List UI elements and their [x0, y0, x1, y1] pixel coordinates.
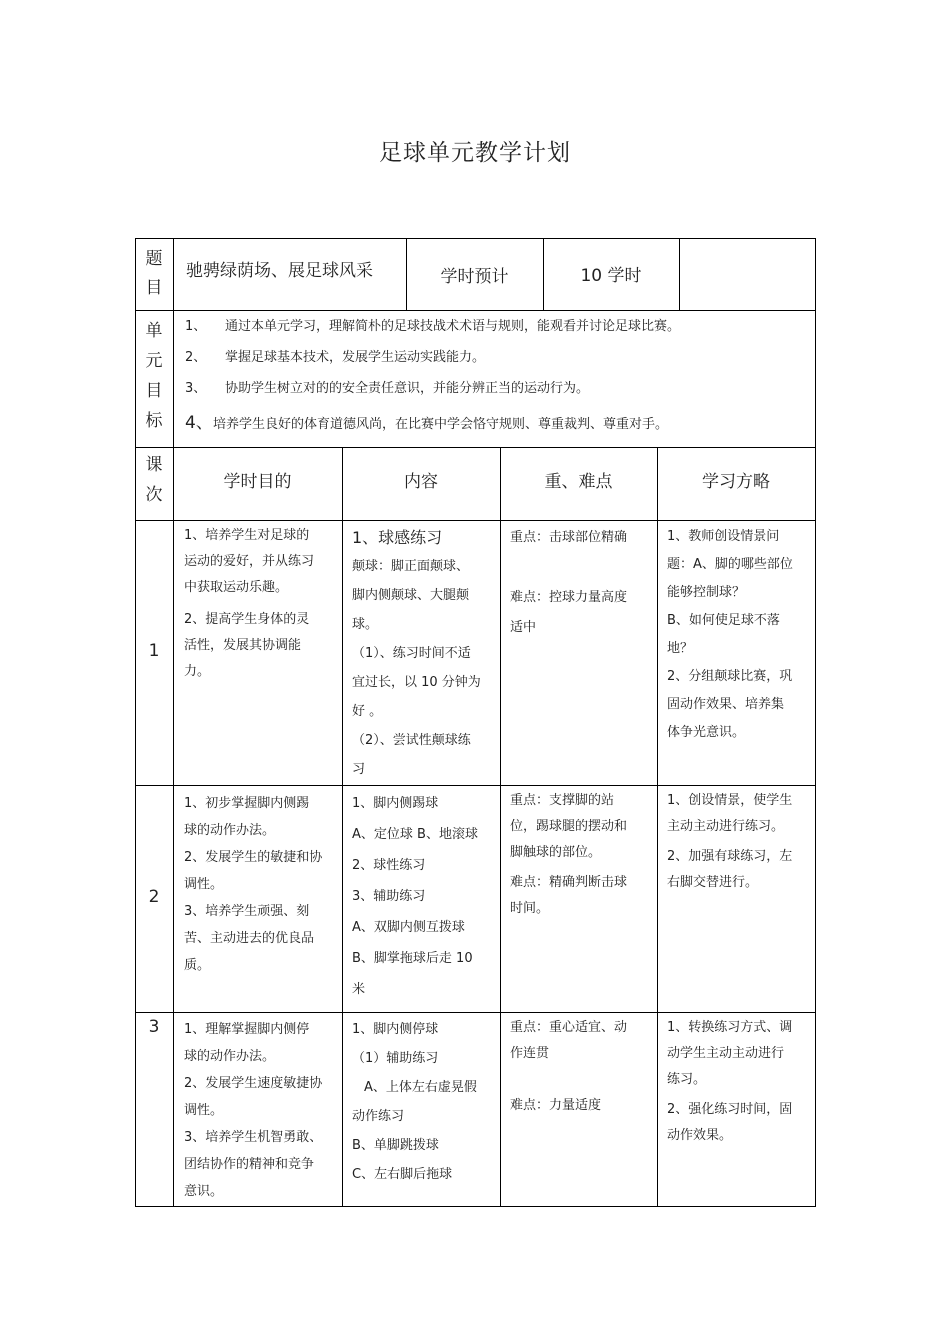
hours-value: 10 学时: [580, 266, 642, 286]
goals-label: 单 元 目 标: [145, 321, 163, 431]
purpose-column-header: 学时目的: [223, 472, 292, 492]
lesson-strategy: 1、创设情景，使学生 主动主动进行练习。 2、加强有球练习，左 右脚交替进行。: [667, 793, 793, 890]
lesson-key-points: 重点：重心适宜、动 作连贯 难点：力量适度: [510, 1020, 628, 1113]
document-title: 足球单元教学计划: [379, 140, 571, 166]
goals-list: [185, 315, 680, 439]
lesson-purpose: 1、理解掌握脚内侧停 球的动作办法。 2、发展学生速度敏捷协 调性。 3、培养学生机智勇敢、 团结协作的精神和竞争 意识。: [184, 1022, 323, 1199]
topic-text: 驰骋绿荫场、展足球风采: [186, 261, 373, 281]
goal-item: 1、 通过本单元学习，理解简朴的足球技战术术语与规则，能观看并讨论足球比赛。: [185, 319, 681, 334]
lesson-content: 1、球感练习 颠球：脚正面颠球、 脚内侧颠球、大腿颠 球。 （1）、练习时间不适 宜过长，以 10 分钟为 好 。 （2）、尝试性颠球练 习: [352, 528, 481, 777]
lesson-number: 3: [148, 1017, 160, 1037]
lesson-purpose: 1、培养学生对足球的 运动的爱好，并从练习 中获取运动乐趣。 2、提高学生身体的灵 活性，发展其协调能 力。: [184, 528, 315, 679]
lesson-purpose: 1、初步掌握脚内侧踢 球的动作办法。 2、发展学生的敏捷和协 调性。 3、培养学生顽强、刻 苦、主动进去的优良品 质。: [184, 796, 323, 973]
goal-item: 4、培养学生良好的体育道德风尚，在比赛中学会恪守规则、尊重裁判、尊重对手。: [185, 413, 669, 433]
content-column-header: 内容: [404, 472, 438, 492]
lesson-key-points: 重点：支撑脚的站 位，踢球腿的摆动和 脚触球的部位。 难点：精确判断击球 时间。: [510, 793, 628, 916]
hours-label: 学时预计: [440, 267, 509, 287]
goal-item: 2、 掌握足球基本技术，发展学生运动实践能力。: [185, 350, 486, 365]
lesson-number: 2: [148, 887, 160, 907]
lesson-content: 1、脚内侧踢球 A、定位球 B、地滚球 2、球性练习 3、辅助练习 A、双脚内侧互拨球 B、脚掌拖球后走 10 米: [352, 796, 478, 997]
key-column-header: 重、难点: [544, 472, 613, 492]
lesson-key-points: 重点：击球部位精确 难点：控球力量高度 适中: [510, 530, 628, 635]
lesson-number: 1: [148, 641, 160, 661]
lesson-column-header: 课 次: [145, 455, 163, 505]
strategy-column-header: 学习方略: [702, 472, 770, 492]
topic-label: 题 目: [145, 249, 163, 298]
goal-item: 3、 协助学生树立对的的安全责任意识，并能分辨正当的运动行为。: [185, 381, 590, 396]
lesson-strategy: 1、教师创设情景问 题：A、脚的哪些部位 能够控制球？ B、如何使足球不落 地？ 2、分组颠球比赛，巩 固动作效果、培养集 体争光意识。: [667, 529, 793, 740]
lesson-content: 1、脚内侧停球 （1）辅助练习 A、上体左右虚晃假 动作练习 B、单脚跳拨球 C、左右脚后拖球: [352, 1022, 477, 1182]
lesson-strategy: 1、转换练习方式、调 动学生主动主动进行 练习。 2、强化练习时间，固 动作效果。: [667, 1020, 793, 1143]
